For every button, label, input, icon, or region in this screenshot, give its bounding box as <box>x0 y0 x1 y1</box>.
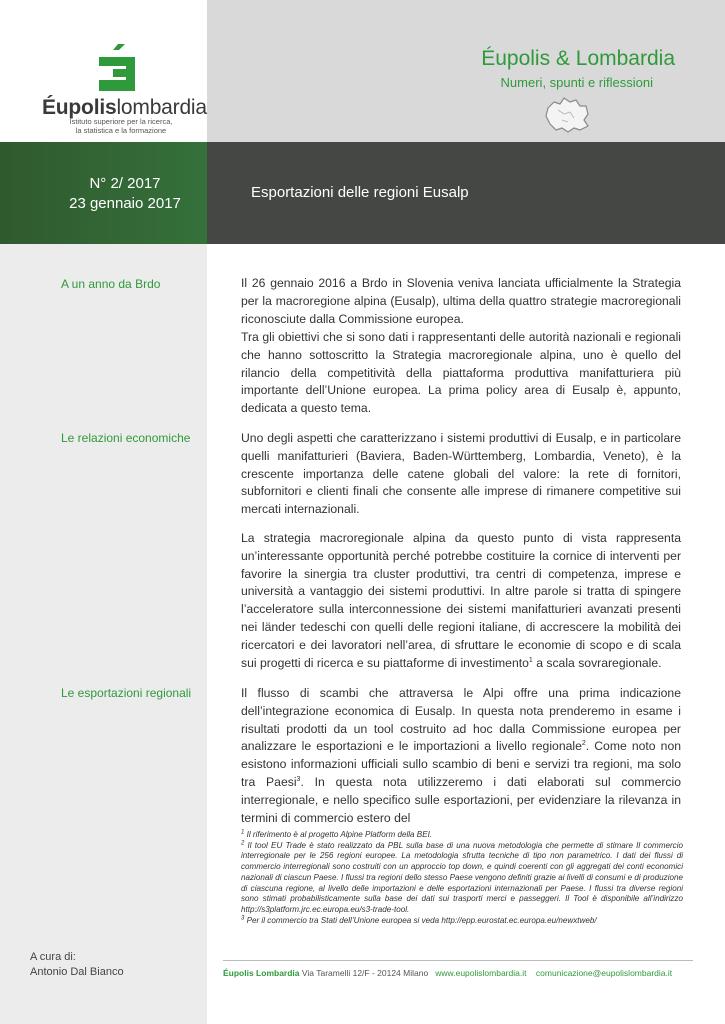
paragraph-brdo-1: Il 26 gennaio 2016 a Brdo in Slovenia veniva lanciata ufficialmente la Strategia per la macroregione alpina (Eusalp), ultima della quattro strategie macroregionali riconosciute dalla Commissione europea. <box>241 276 681 326</box>
author-block <box>30 950 124 980</box>
section-label-esportazioni: Le esportazioni regionali <box>61 686 192 700</box>
footnotes <box>241 830 683 926</box>
logo-wordmark: Éupolislombardia <box>42 96 207 119</box>
footer-website-link[interactable]: www.eupolislombardia.it <box>435 968 527 978</box>
footer-address: Via Taramelli 12/F - 20124 Milano <box>299 968 429 978</box>
issue-date: 23 gennaio 2017 <box>69 195 181 212</box>
footnote-2: $^2$ Il tool EU Trade è stato realizzato da PBL sulla base di una nuova metodologia che permette di stimare Il commercio interregionale per le 256 regioni europee. La metodologia sfrutta tecniche di tipo non parametrico. I dati dei flussi di commercio interregionali sono costruiti con un approccio top down, e quindi coerenti con gli aggregati dei conti economici nazionali di ciascun Paese. I flussi tra regioni dello stesso Paese vengono definiti grazie ai livelli di consumi e di produzione di ciascuna regione, al livello delle importazioni e delle esportazioni internazionali per Paese. I flussi tra diverse regioni sono stimati probabilisticamente sulla base dei dati sui trasporti merci e passeggeri. Il Tool è disponibile all’indirizzo http://s3platform.jrc.ec.europa.eu/s3-trade-tool. <box>241 840 683 914</box>
paragraph-brdo-2: Tra gli obiettivi che si sono dati i rappresentanti delle autorità nazionali e regionali che hanno sottoscritto la Strategia macroregionale alpina, uno è quello del rilancio della competitività della piattaforma produttiva manifatturiera più importante dell’Unione europea. La prima policy area di Eusalp è, appunto, dedicata a questo tema. <box>241 330 681 416</box>
left-sidebar-strip <box>0 244 207 1024</box>
section-label-relazioni: Le relazioni economiche <box>61 431 191 445</box>
footnote-ref-2: 2 <box>581 740 586 748</box>
paragraph-relazioni-1: Uno degli aspetti che caratterizzano i sistemi produttivi di Eusalp, e in particolare quelli manifatturieri (Baviera, Baden-Württemberg, Lombardia, Veneto), è la crescente importanza delle catene globali del valore: la rete di fornitori, subfornitori e clienti finali che consente alle imprese di rimanere competitive sui mercati internazionali. <box>241 431 681 517</box>
footnote-3: $^3$ Per il commercio tra Stati dell’Unione europea si veda http://epp.eurostat.ec.europa.eu/newxtweb/ <box>241 914 597 925</box>
logo-subtitle: Istituto superiore per la ricerca, la statistica e la formazione <box>69 117 173 135</box>
footnote-ref-1: 1 <box>528 656 533 664</box>
eupolis-logo-icon <box>99 44 135 92</box>
header-subtitle: Numeri, spunti e riflessioni <box>500 75 653 90</box>
header-title: Éupolis & Lombardia <box>481 47 675 70</box>
footnote-1: $^1$ Il riferimento è al progetto Alpine Platform della BEI. <box>241 829 433 839</box>
paragraph-relazioni-2: La strategia macroregionale alpina da questo punto di vista rappresenta un’interessante opportunità perché potrebbe costituire la cornice di interventi per favorire la sinergia tra cluster produttivi, tra centri di competenza, imprese e università a vantaggio dei sistemi produttivi. In altre parole si tratta di spingere l’acceleratore sulla interconnessione dei sistemi manifatturieri avanzati presenti nei länder tedeschi con quelli delle regioni italiane, di accrescere la mobilità dei ricercatori e dei lavoratori nell’area, di sfruttare le economie di scopo e di scala sui progetti di ricerca e su piattaforme di investimento$^1$ a scala sovraregionale. <box>241 531 681 670</box>
paragraph-esportazioni: Il flusso di scambi che attraversa le Alpi offre una prima indicazione dell’integrazione economica di Eusalp. In questa nota prenderemo in esame i risultati prodotti da un tool costruito ad hoc dalla Commissione europea per analizzare le esportazioni e le importazioni a livello regionale$^2$. Come noto non esistono informazioni ufficiali sullo scambio di beni e servizi tra regioni, ma solo tra Paesi$^3$. In questa nota utilizzeremo i dati elaborati sul commercio interregionale, e nello specifico sulle esportazioni, per evidenziare la rilevanza in termini di commercio estero del <box>241 686 682 825</box>
footer-divider <box>223 960 693 961</box>
author-label: A cura di: <box>30 951 76 963</box>
footer-brand: Éupolis Lombardia <box>223 968 300 978</box>
footer-email-link[interactable]: comunicazione@eupolislombardia.it <box>535 968 673 978</box>
author-name: Antonio Dal Bianco <box>30 966 124 978</box>
section-label-brdo: A un anno da Brdo <box>61 277 161 291</box>
issue-band-left <box>0 142 207 244</box>
lombardia-map-icon <box>540 94 594 136</box>
footnote-ref-3: 3 <box>296 775 301 783</box>
issue-number: N° 2/ 2017 <box>89 175 161 192</box>
footer <box>223 968 672 978</box>
issue-title: Esportazioni delle regioni Eusalp <box>251 184 469 201</box>
header-banner <box>207 0 725 142</box>
